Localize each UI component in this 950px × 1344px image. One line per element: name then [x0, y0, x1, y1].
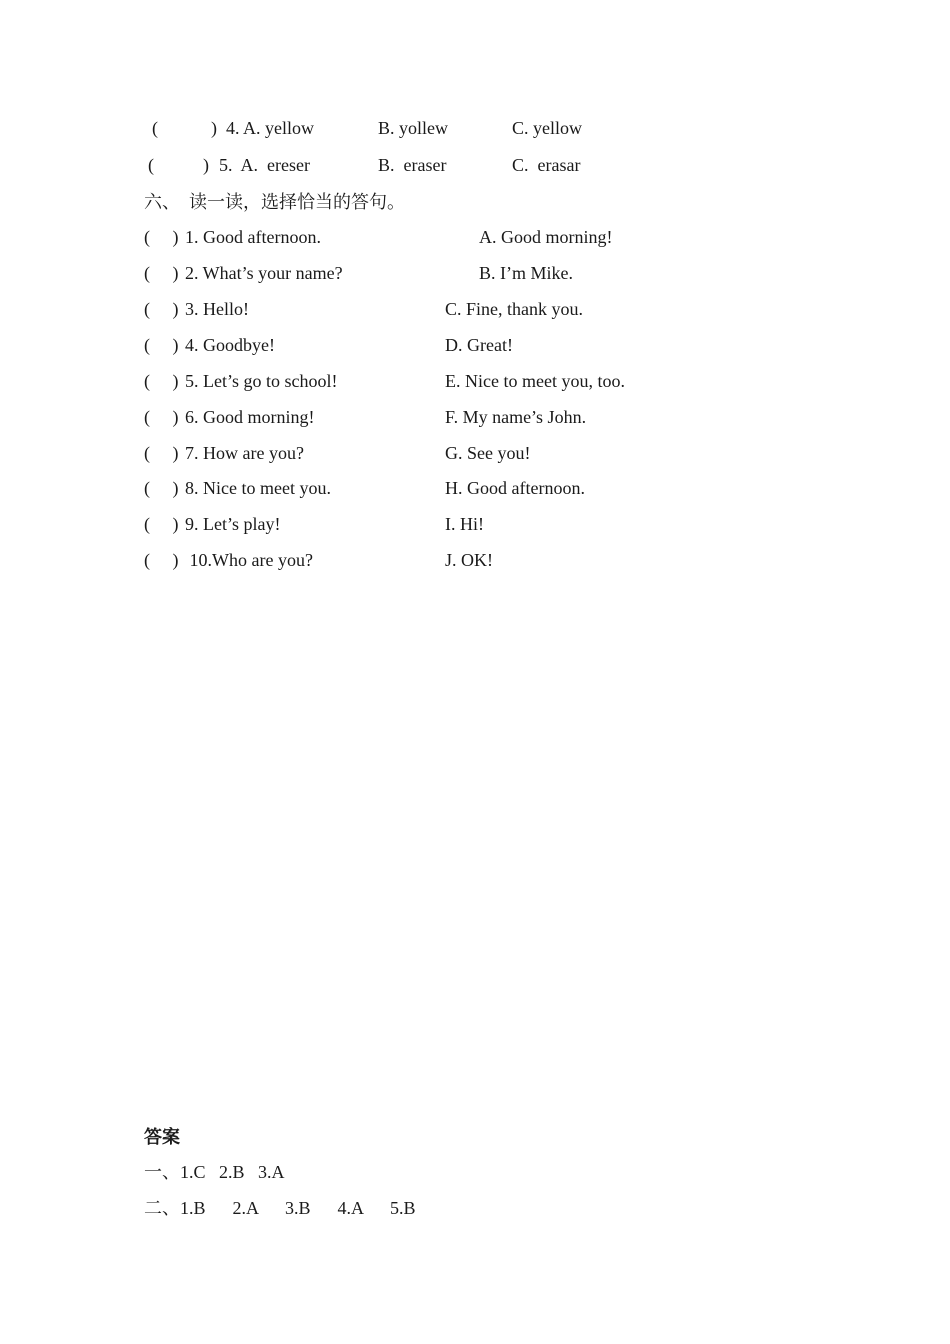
answer-option: A. Good morning! — [479, 227, 613, 247]
answer-paren-close: ) — [203, 155, 209, 175]
answer-blank: ( ) — [144, 550, 179, 570]
question-text: 2. What’s your name? — [185, 263, 343, 283]
answer-blank: ( ) — [144, 227, 179, 247]
answer-option: E. Nice to meet you, too. — [445, 371, 625, 391]
answer-option: C. Fine, thank you. — [445, 299, 583, 319]
answer-blank: ( ) — [144, 478, 179, 498]
answer-paren-open: ( — [152, 118, 158, 138]
question-text: 4. Goodbye! — [185, 335, 275, 355]
answer-blank: ( ) — [144, 371, 179, 391]
answer-blank: ( ) — [144, 407, 179, 427]
question-text: 7. How are you? — [185, 443, 304, 463]
answer-paren-close: ) — [211, 118, 217, 138]
answer-blank: ( ) — [144, 263, 179, 283]
option-a: 4. A. yellow — [226, 118, 314, 138]
answer-paren-open: ( — [148, 155, 154, 175]
option-b: B. yollew — [378, 118, 448, 138]
answer-option: F. My name’s John. — [445, 407, 587, 427]
answer-option: B. I’m Mike. — [479, 263, 573, 283]
question-text: 5. Let’s go to school! — [185, 371, 338, 391]
answer-blank: ( ) — [144, 335, 179, 355]
answer-option: I. Hi! — [445, 514, 484, 534]
question-text: 9. Let’s play! — [185, 514, 281, 534]
answer-key-line-2: 二、1.B 2.A 3.B 4.A 5.B — [144, 1198, 416, 1218]
answer-key-line-1: 一、1.C 2.B 3.A — [144, 1162, 285, 1182]
question-text: 8. Nice to meet you. — [185, 478, 331, 498]
answer-option: J. OK! — [445, 550, 493, 570]
answer-option: G. See you! — [445, 443, 531, 463]
question-text: 1. Good afternoon. — [185, 227, 321, 247]
answer-key-title: 答案 — [144, 1127, 180, 1147]
answer-option: H. Good afternoon. — [445, 478, 585, 498]
question-text: 6. Good morning! — [185, 407, 315, 427]
option-a: 5. A. ereser — [219, 155, 310, 175]
answer-option: D. Great! — [445, 335, 513, 355]
answer-blank: ( ) — [144, 514, 179, 534]
answer-blank: ( ) — [144, 443, 179, 463]
answer-blank: ( ) — [144, 299, 179, 319]
option-c: C. yellow — [512, 118, 582, 138]
question-text: 10.Who are you? — [185, 550, 313, 570]
section-heading: 六、 读一读，选择恰当的答句。 — [144, 192, 405, 212]
option-c: C. erasar — [512, 155, 581, 175]
question-text: 3. Hello! — [185, 299, 249, 319]
option-b: B. eraser — [378, 155, 447, 175]
